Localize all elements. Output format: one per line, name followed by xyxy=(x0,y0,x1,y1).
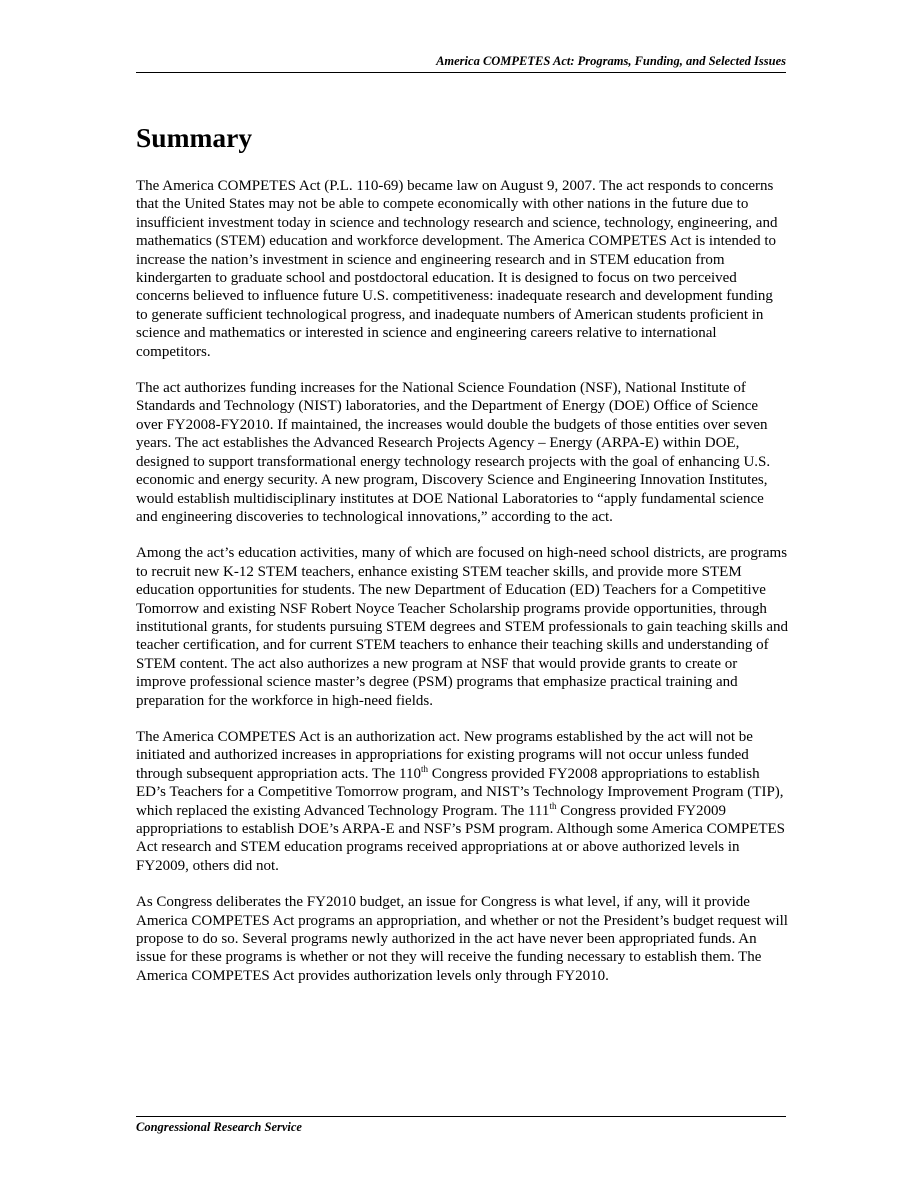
summary-paragraph-4 xyxy=(136,728,788,875)
running-footer xyxy=(136,1116,786,1135)
page-title: Summary xyxy=(136,122,253,153)
summary-body xyxy=(136,177,788,1003)
ordinal-suffix-111th: th xyxy=(549,800,557,811)
paragraph-4-text-part-3: Congress provided FY2009 appropriations to establish DOE’s ARPA-E and NSF’s PSM program. Although some America COMPETES Act research and STEM education programs received appropriations at or above authorized levels in FY2009, others did not. xyxy=(136,802,786,874)
paragraph-4-text-part-1: The America COMPETES Act is an authorization act. New programs established by the act will not be initiated and authorized increases in appropriations for existing programs will not occur unless funded through subsequent appropriation acts. The 110 xyxy=(136,728,753,782)
paragraph-4-text-part-2: Congress provided FY2008 appropriations to establish ED’s Teachers for a Competitive Tomorrow program, and NIST’s Technology Improvement Program (TIP), which replaced the existing Advanced Technology Program. The 111 xyxy=(136,765,784,819)
footer-organization: Congressional Research Service xyxy=(136,1120,302,1134)
summary-paragraph-2: The act authorizes funding increases for the National Science Foundation (NSF), National Institute of Standards and Technology (NIST) laboratories, and the Department of Energy (DOE) Office of Science over FY2008-FY2010. If maintained, the increases would double the budgets of those entities over seven years. The act establishes the Advanced Research Projects Agency – Energy (ARPA-E) within DOE, designed to support transformational energy technology research projects with the goal of enhancing U.S. economic and energy security. A new program, Discovery Science and Engineering Innovation Institutes, would establish multidisciplinary institutes at DOE National Laboratories to “apply fundamental science and engineering discoveries to technological innovations,” according to the act. xyxy=(136,380,771,525)
summary-paragraph-3: Among the act’s education activities, many of which are focused on high-need school districts, are programs to recruit new K-12 STEM teachers, enhance existing STEM teacher skills, and provide more STEM education opportunities for students. The new Department of Education (ED) Teachers for a Competitive Tomorrow and existing NSF Robert Noyce Teacher Scholarship programs provide opportunities, through institutional grants, for students pursuing STEM degrees and STEM professionals to gain teaching skills and teacher certification, and for current STEM teachers to enhance their teaching skills and understanding of STEM content. The act also authorizes a new program at NSF that would provide grants to create or improve professional science master’s degree (PSM) programs that emphasize practical training and preparation for the workforce in high-need fields. xyxy=(136,545,788,709)
running-header xyxy=(136,54,786,73)
ordinal-suffix-110th: th xyxy=(420,763,428,774)
summary-paragraph-1: The America COMPETES Act (P.L. 110-69) became law on August 9, 2007. The act responds to concerns that the United States may not be able to compete economically with other nations in the future due to insufficient investment today in science and technology research and science, technology, engineering, and mathematics (STEM) education and workforce development. The America COMPETES Act is intended to increase the nation’s investment in science and engineering research and in STEM education from kindergarten to graduate school and postdoctoral education. It is designed to focus on two perceived concerns believed to influence future U.S. competitiveness: inadequate research and development funding to generate sufficient technological progress, and inadequate numbers of American students proficient in science and mathematics or interested in science and engineering careers relative to international competitors. xyxy=(136,178,778,360)
running-header-title: America COMPETES Act: Programs, Funding, and Selected Issues xyxy=(436,54,786,68)
summary-paragraph-5: As Congress deliberates the FY2010 budget, an issue for Congress is what level, if any, will it provide America COMPETES Act programs an appropriation, and whether or not the President’s budget request will propose to do so. Several programs newly authorized in the act have never been appropriated funds. An issue for these programs is whether or not they will receive the funding necessary to establish them. The America COMPETES Act provides authorization levels only through FY2010. xyxy=(136,894,788,984)
